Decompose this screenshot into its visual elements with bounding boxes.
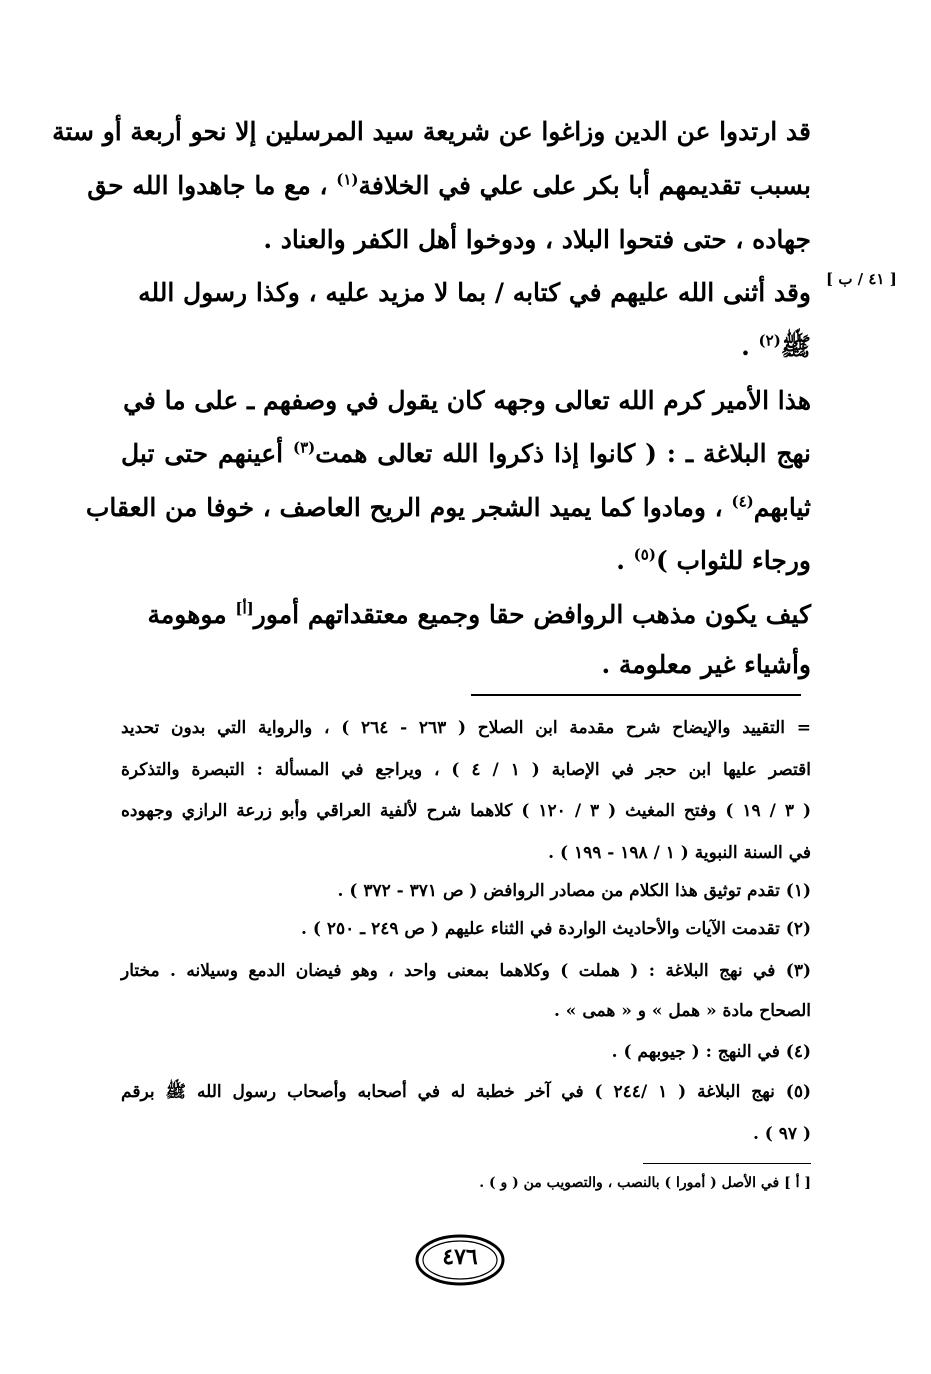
body-line: [121, 327, 811, 367]
body-text: نهج البلاغة ـ : ( كانوا إذا ذكروا الله تعالى همت: [315, 439, 811, 468]
body-line: جهاده ، حتى فتحوا البلاد ، ودوخوا أهل الكفر والعناد .: [263, 225, 811, 254]
footnote-line: = التقييد والإيضاح شرح مقدمة ابن الصلاح ( ٢٦٣ - ٢٦٤ ) ، والرواية التي بدون تحديد: [121, 718, 811, 738]
body-line: [87, 166, 811, 206]
body-text: .: [616, 546, 625, 575]
editorial-note-separator: [643, 1163, 811, 1164]
page-number: ٤٧٦: [442, 1244, 478, 1270]
editorial-note: [ أ ] في الأصل ( أمورا ) بالنصب ، والتصويب من ( و ) .: [479, 1175, 811, 1191]
body-line: [121, 541, 811, 581]
body-text: ، ومادوا كما يميد الشجر يوم الريح العاصف ، خوفا من العقاب: [85, 493, 723, 522]
footnote-ref: (١): [336, 170, 359, 189]
editorial-note-ref: [أ]: [235, 599, 254, 618]
footnote-4: (٤) في النهج : ( جيوبهم ) .: [611, 1042, 811, 1062]
body-text: .: [741, 332, 750, 361]
footnote-1: (١) تقدم توثيق هذا الكلام من مصادر الروافض ( ص ٣٧١ - ٣٧٢ ) .: [337, 881, 811, 901]
footnote-3-cont: الصحاح مادة « همل » و « همى » .: [553, 1001, 811, 1021]
body-line: [85, 488, 811, 528]
footnote-2: (٢) تقدمت الآيات والأحاديث الواردة في الثناء عليهم ( ص ٢٤٩ ـ ٢٥٠ ) .: [301, 919, 811, 939]
body-text: ورجاء للثواب ): [655, 546, 811, 575]
page-number-frame: [414, 1232, 506, 1288]
body-text: بسبب تقديمهم أبا بكر على علي في الخلافة: [358, 171, 811, 200]
footnote-line: في السنة النبوية ( ١ / ١٩٨ - ١٩٩ ) .: [548, 843, 811, 863]
footnote-line: اقتصر عليها ابن حجر في الإصابة ( ١ / ٤ ) ، ويراجع في المسألة : التبصرة والتذكرة: [121, 760, 811, 780]
body-line: قد ارتدوا عن الدين وزاغوا عن شريعة سيد المرسلين إلا نحو أربعة أو ستة: [52, 117, 811, 146]
footnote-ref: (٢): [758, 331, 781, 350]
footnote-ref: (٥): [633, 545, 656, 564]
marginal-folio-reference: [ ٤١ / ب ]: [826, 270, 897, 288]
body-text: ثيابهم: [753, 493, 811, 522]
footnote-5-cont: ( ٩٧ ) .: [752, 1124, 811, 1144]
footnote-ref: (٣): [292, 438, 316, 457]
body-line: [147, 595, 811, 635]
body-text: أعينهم حتى تبل: [121, 439, 284, 468]
body-line: هذا الأمير كرم الله تعالى وجهه كان يقول في وصفهم ـ على ما في: [123, 386, 811, 415]
footnote-line: ( ٣ / ١٩ ) وفتح المغيث ( ٣ / ١٢٠ ) كلاهما شرح لألفية العراقي وأبو زرعة الرازي وجهوده: [121, 801, 812, 821]
body-text: ، مع ما جاهدوا الله حق: [87, 171, 328, 200]
body-text: كيف يكون مذهب الروافض حقا وجميع معتقداتهم أمور: [253, 600, 811, 629]
body-text: موهومة: [147, 600, 227, 629]
footnote-3: (٣) في نهج البلاغة : ( هملت ) وكلاهما بمعنى واحد ، وهو فيضان الدمع وسيلانه . مختار: [121, 961, 811, 981]
footnote-5: (٥) نهج البلاغة ( ١ /٢٤٤ ) في آخر خطبة له في أصحابه وأصحاب رسول الله ﷺ برقم: [121, 1082, 811, 1102]
footnote-ref: (٤): [731, 492, 754, 511]
body-line: وقد أثنى الله عليهم في كتابه / بما لا مزيد عليه ، وكذا رسول الله: [138, 278, 811, 307]
body-line: [121, 434, 811, 474]
body-line: وأشياء غير معلومة .: [601, 650, 811, 679]
salutation-glyph: ﷺ: [780, 332, 811, 361]
footnote-separator: [471, 694, 801, 696]
